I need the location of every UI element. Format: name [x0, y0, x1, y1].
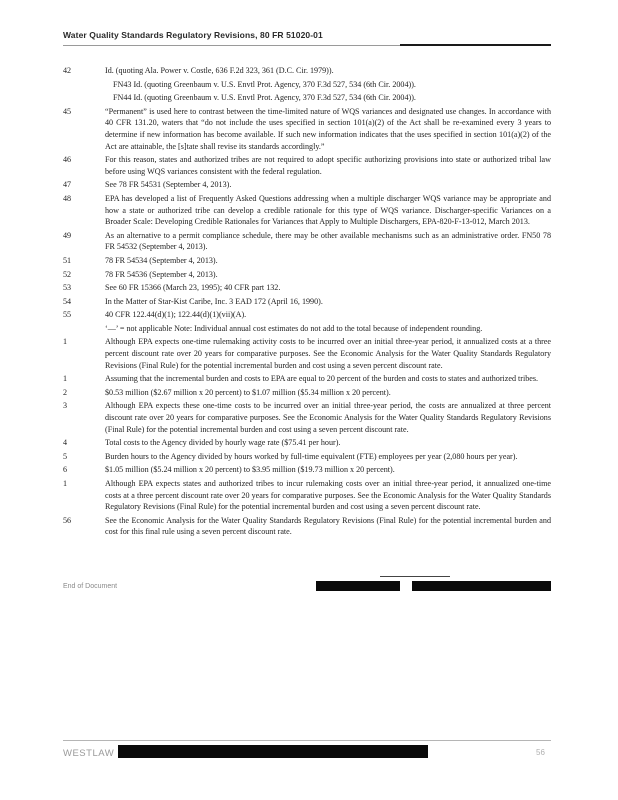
footnote-item — [63, 154, 551, 177]
document-header-title: Water Quality Standards Regulatory Revisions, 80 FR 51020-01 — [63, 30, 323, 40]
footnote-item — [63, 437, 551, 449]
end-of-document-label: End of Document — [63, 583, 118, 590]
footnote-text: 78 FR 54534 (September 4, 2013). — [105, 255, 218, 265]
footnote-text: Although EPA expects states and authorized tribes to incur rulemaking costs over an initial three-year period, it annualized one-time costs at a three percent discount rate over 20 years for comparative purposes. See the Economic Analysis for the Water Quality Standards Regulatory Revisions (Final Rule) for the potential incremental burden and cost using a seven percent discount rate. — [105, 479, 551, 512]
footnote-number: 49 — [63, 230, 72, 240]
footnote-item — [63, 230, 551, 253]
footnote-number: 1 — [63, 337, 68, 347]
footnote-number — [63, 92, 105, 104]
footnote-number: 1 — [63, 374, 68, 384]
footnote-number: 48 — [63, 193, 72, 203]
footnote-item — [63, 269, 551, 281]
footnote-item — [63, 464, 551, 476]
footnote-text: Although EPA expects one-time rulemaking activity costs to be incurred over an initial three-year period, it annualized costs at a three percent discount rate over 20 years for comparative purposes. See the Economic Analysis for the Water Quality Standards Regulatory Revisions (Final Rule) for the potential incremental burden and cost using a seven percent discount rate. — [105, 337, 551, 370]
footnote-text: EPA has developed a list of Frequently Asked Questions addressing when a multiple discharger WQS variance may be appropriate and how a state or authorized tribe can develop a credible rationale for this type of WQS variance. Discharger-specific Variances on a Broader Scale: Developing Credible Rationales for Variances that Apply to Multiple Dischargers, EPA-820-F-13-012, March 2013. — [105, 193, 551, 227]
footnote-number: 55 — [63, 310, 72, 320]
footnote-number: 6 — [63, 465, 68, 475]
footnote-text: Burden hours to the Agency divided by hours worked by full-time equivalent (FTE) employees per year (2,080 hours per year). — [105, 451, 518, 461]
footnote-item — [63, 387, 551, 399]
header-divider-accent — [400, 44, 551, 46]
footnote-text: Id. (quoting Ala. Power v. Costle, 636 F.2d 323, 361 (D.C. Cir. 1979)). — [105, 66, 334, 75]
footnote-item — [63, 282, 551, 294]
footnote-text: $0.53 million ($2.67 million x 20 percent) to $1.07 million ($5.34 million x 20 percent). — [105, 387, 391, 397]
footnote-item — [63, 65, 551, 77]
footnote-number: 42 — [63, 66, 72, 75]
footnote-item — [63, 336, 551, 371]
redaction-block — [412, 581, 551, 591]
footnote-number: 5 — [63, 451, 68, 461]
page-number: 56 — [536, 748, 545, 757]
footnote-item — [63, 478, 551, 513]
footnote-text: $1.05 million ($5.24 million x 20 percent) to $3.95 million ($19.73 million x 20 percent). — [105, 465, 395, 475]
footnote-text: Total costs to the Agency divided by hourly wage rate ($75.41 per hour). — [105, 438, 341, 448]
footnote-text: As an alternative to a permit compliance schedule, there may be other available mechanisms such as an administrative order. FN50 78 FR 54532 (September 4, 2013). — [105, 230, 551, 252]
footnote-number: 51 — [63, 255, 72, 265]
footnote-item — [63, 323, 551, 335]
footnote-number: 56 — [63, 515, 72, 525]
footnote-number: 1 — [63, 479, 68, 488]
footnote-text: 40 CFR 122.44(d)(1); 122.44(d)(1)(vii)(A). — [105, 310, 247, 320]
footnote-item — [63, 92, 551, 104]
footnote-item — [63, 309, 551, 321]
footnote-text: See 78 FR 54531 (September 4, 2013). — [105, 180, 232, 190]
footnote-item — [63, 296, 551, 308]
footnote-item — [63, 255, 551, 267]
footnote-text: See the Economic Analysis for the Water Quality Standards Regulatory Revisions (Final Rule) for the potential incremental burden and cost for this final rule using a seven percent discount rate. — [105, 515, 551, 537]
footer-redaction-block — [118, 745, 428, 758]
footnote-item — [63, 515, 551, 538]
footnotes-list — [63, 65, 551, 540]
footnote-text: ‘—’ = not applicable Note: Individual annual cost estimates do not add to the total because of independent rounding. — [105, 323, 483, 333]
footnote-text: In the Matter of Star-Kist Caribe, Inc. 3 EAD 172 (April 16, 1990). — [105, 296, 323, 306]
footnote-item — [63, 193, 551, 228]
footnote-number: 2 — [63, 387, 68, 397]
footnote-number: 54 — [63, 296, 72, 306]
footnote-item — [63, 106, 551, 152]
footnote-number: 4 — [63, 438, 68, 448]
footnote-text: For this reason, states and authorized tribes are not required to adopt specific authorizing provisions into state or authorized tribal law before using WQS variances consistent with the federal regulation. — [105, 155, 551, 176]
footnote-item — [63, 373, 551, 385]
footnote-text: “Permanent” is used here to contrast between the time-limited nature of WQS variances and designated use changes. In accordance with 40 CFR 131.20, waters that “do not include the uses specified in section 101(a)(2) of the Act shall be re-examined every 3 years to determine if new information has become available. If such new information indicates that the uses specified in section 101(a)(2) of the Act are attainable, the [s]tate shall revise its standards accordingly.” — [105, 106, 551, 151]
footnote-text: FN43 Id. (quoting Greenbaum v. U.S. Envtl Prot. Agency, 370 F.3d 527, 534 (6th Cir. 2004)). — [113, 79, 416, 89]
westlaw-logo: WESTLAW — [63, 748, 115, 759]
end-divider — [380, 576, 450, 577]
footnote-item — [63, 400, 551, 435]
footnote-text: FN44 Id. (quoting Greenbaum v. U.S. Envtl Prot. Agency, 370 F.3d 527, 534 (6th Cir. 2004)). — [113, 93, 416, 103]
footnote-text: 78 FR 54536 (September 4, 2013). — [105, 269, 218, 279]
redaction-block — [316, 581, 400, 591]
footnote-number: 3 — [63, 401, 68, 411]
footnote-item — [63, 451, 551, 463]
footnote-number: 47 — [63, 180, 72, 190]
footnote-number: 45 — [63, 106, 72, 116]
footnote-number — [63, 323, 105, 335]
footnote-text: See 60 FR 15366 (March 23, 1995); 40 CFR part 132. — [105, 283, 281, 293]
footnote-number: 46 — [63, 155, 72, 165]
footnote-number: 52 — [63, 269, 72, 279]
footer-divider — [63, 740, 551, 741]
footnote-number — [63, 79, 105, 91]
footnote-item — [63, 79, 551, 91]
footnote-text: Although EPA expects these one-time costs to be incurred over an initial three-year period, the costs are annualized at three percent discount rate over 20 years for comparative purposes. See the Economic Analysis for the Water Quality Standards Regulatory Revisions (Final Rule) for the potential incremental burden and cost using a seven percent discount rate. — [105, 401, 551, 434]
footnote-text: Assuming that the incremental burden and costs to EPA are equal to 20 percent of the burden and costs to states and authorized tribes. — [105, 374, 539, 384]
footnote-item — [63, 179, 551, 191]
footnote-number: 53 — [63, 283, 72, 293]
